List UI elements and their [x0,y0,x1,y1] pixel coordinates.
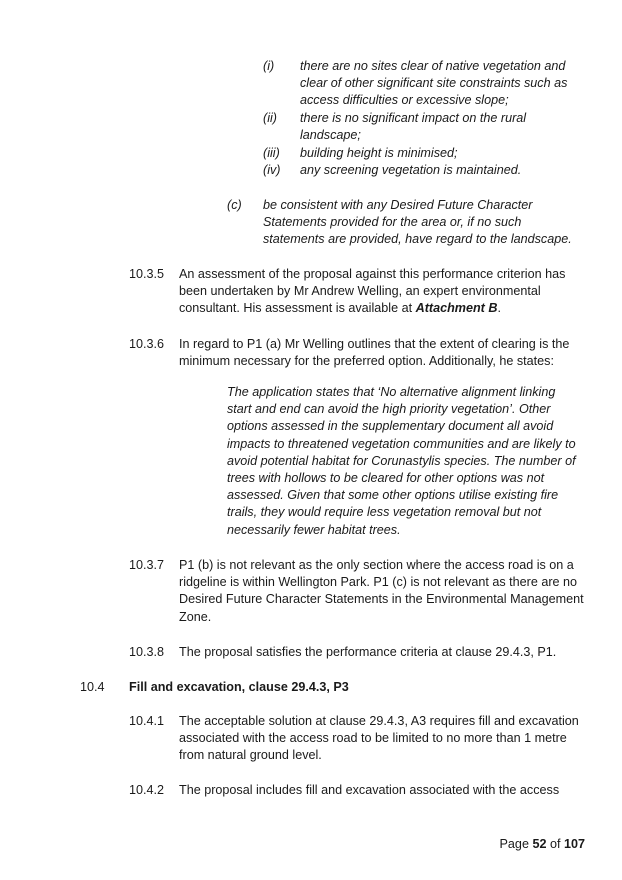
text-line: ridgeline is within Wellington Park. P1 (c) is not relevant as there are no [179,575,578,590]
item-text [300,58,590,110]
paragraph-number: 10.3.5 [129,267,165,281]
text-line: Desired Future Character Statements in the Environmental Management [179,592,584,607]
item-text [263,197,593,249]
text-line [179,300,591,317]
paragraph-number: 10.3.7 [129,558,165,572]
block-quote [227,384,592,539]
section-heading: Fill and excavation, clause 29.4.3, P3 [129,680,349,694]
item-text [300,162,590,179]
text-line: The proposal includes fill and excavation associated with the access [179,783,560,797]
text-line: building height is minimised; [300,146,458,160]
text-line: associated with the access road to be limited to no more than 1 metre [179,731,567,746]
paragraph-number: 10.3.8 [129,645,165,659]
paragraph-text [179,713,591,765]
quote-line: impacts to threatened vegetation communities and are likely to [227,436,576,451]
item-label: (iii) [263,146,280,160]
text-line: clear of other significant site constraints such as [300,76,568,91]
text-line: An assessment of the proposal against this performance criterion has [179,267,566,281]
paragraph-number: 10.4.1 [129,714,165,728]
text-line: there is no significant impact on the rural [300,111,527,125]
paragraph-text [179,557,591,626]
text-line: In regard to P1 (a) Mr Welling outlines that the extent of clearing is the [179,337,570,351]
text-line: landscape; [300,128,361,143]
section-number: 10.4 [80,680,105,694]
quote-line: trails, they would require less vegetation removal but not [227,505,542,520]
quote-line: assessed. Given that some other options utilise existing fire [227,488,559,503]
total-pages: 107 [563,837,585,851]
text-line: Statements provided for the area or, if no such [263,215,522,230]
attachment-reference: Attachment B [415,301,498,316]
item-text [300,145,590,162]
text-fragment: . [497,301,501,316]
item-text [300,110,590,144]
paragraph-text [179,644,591,661]
text-line: Zone. [179,609,212,624]
paragraph-text [179,266,591,318]
text-line: from natural ground level. [179,748,322,763]
item-label: (ii) [263,111,277,125]
quote-line: options assessed in the supplementary document all avoid [227,419,554,434]
paragraph-text [179,336,591,370]
text-line: be consistent with any Desired Future Character [263,198,533,212]
footer-text: Page [499,837,533,851]
text-line: statements are provided, have regard to the landscape. [263,232,572,247]
page-number-footer [500,836,585,853]
text-line: The acceptable solution at clause 29.4.3, A3 requires fill and excavation [179,714,579,728]
quote-line: avoid potential habitat for Corunastylis species. The number of [227,453,576,468]
quote-line: trees with hollows to be cleared for other options was not [227,471,545,486]
text-line: there are no sites clear of native vegetation and [300,59,566,73]
text-line: The proposal satisfies the performance criteria at clause 29.4.3, P1. [179,645,557,659]
item-label: (c) [227,198,242,212]
paragraph-text [179,782,591,799]
quote-line: start and end can avoid the high priority vegetation’. Other [227,402,551,417]
text-line: any screening vegetation is maintained. [300,163,522,177]
paragraph-number: 10.4.2 [129,783,165,797]
text-fragment: consultant. His assessment is available at [179,301,416,316]
quote-line: necessarily fewer habitat trees. [227,522,401,537]
footer-text: of [546,837,564,851]
quote-line: The application states that ‘No alternative alignment linking [227,385,556,399]
text-line: minimum necessary for the preferred option. Additionally, he states: [179,354,554,369]
paragraph-number: 10.3.6 [129,337,165,351]
item-label: (i) [263,59,275,73]
text-line: been undertaken by Mr Andrew Welling, an expert environmental [179,284,541,299]
text-line: access difficulties or excessive slope; [300,93,509,108]
text-line: P1 (b) is not relevant as the only section where the access road is on a [179,558,574,572]
current-page: 52 [532,837,547,851]
item-label: (iv) [263,163,281,177]
